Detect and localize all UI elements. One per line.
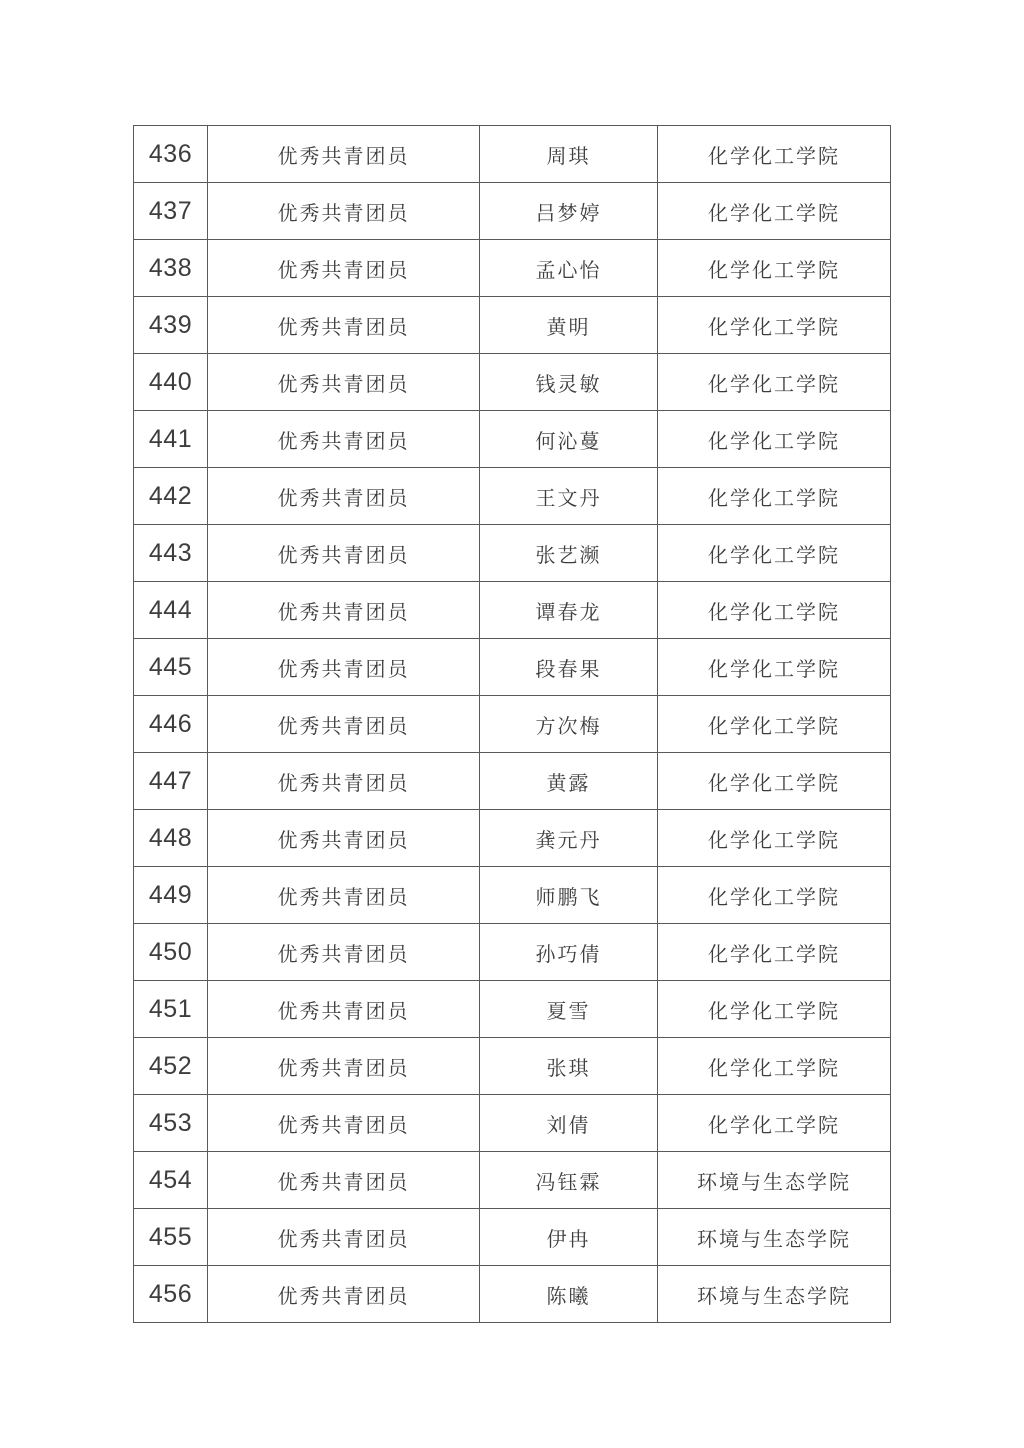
cell-row-number: 449 [134,867,208,924]
cell-award-title: 优秀共青团员 [208,411,480,468]
cell-student-name: 刘倩 [480,1095,658,1152]
cell-student-name: 龚元丹 [480,810,658,867]
cell-student-name: 伊冉 [480,1209,658,1266]
cell-student-name: 孟心怡 [480,240,658,297]
table-row [134,582,891,639]
table-row [134,126,891,183]
cell-student-name: 张艺濒 [480,525,658,582]
cell-student-name: 方次梅 [480,696,658,753]
cell-award-title: 优秀共青团员 [208,753,480,810]
table-row [134,354,891,411]
cell-student-name: 黄明 [480,297,658,354]
cell-college-name: 化学化工学院 [658,354,891,411]
cell-student-name: 夏雪 [480,981,658,1038]
cell-award-title: 优秀共青团员 [208,126,480,183]
cell-award-title: 优秀共青团员 [208,639,480,696]
table-row [134,981,891,1038]
cell-student-name: 周琪 [480,126,658,183]
cell-college-name: 化学化工学院 [658,981,891,1038]
cell-college-name: 化学化工学院 [658,753,891,810]
table-row [134,639,891,696]
table-row [134,411,891,468]
cell-row-number: 455 [134,1209,208,1266]
cell-college-name: 化学化工学院 [658,240,891,297]
cell-award-title: 优秀共青团员 [208,1095,480,1152]
cell-college-name: 化学化工学院 [658,468,891,525]
cell-student-name: 陈曦 [480,1266,658,1323]
cell-row-number: 452 [134,1038,208,1095]
cell-student-name: 黄露 [480,753,658,810]
cell-student-name: 冯钰霖 [480,1152,658,1209]
cell-award-title: 优秀共青团员 [208,696,480,753]
cell-row-number: 453 [134,1095,208,1152]
cell-row-number: 440 [134,354,208,411]
cell-college-name: 化学化工学院 [658,411,891,468]
cell-college-name: 环境与生态学院 [658,1209,891,1266]
table-row [134,183,891,240]
cell-award-title: 优秀共青团员 [208,525,480,582]
cell-college-name: 化学化工学院 [658,867,891,924]
cell-student-name: 吕梦婷 [480,183,658,240]
cell-award-title: 优秀共青团员 [208,1038,480,1095]
cell-award-title: 优秀共青团员 [208,183,480,240]
cell-row-number: 451 [134,981,208,1038]
cell-college-name: 化学化工学院 [658,639,891,696]
table-row [134,810,891,867]
table-row [134,1095,891,1152]
awards-table-body [134,126,891,1323]
table-row [134,240,891,297]
cell-award-title: 优秀共青团员 [208,1209,480,1266]
cell-row-number: 439 [134,297,208,354]
cell-college-name: 化学化工学院 [658,696,891,753]
table-row [134,1152,891,1209]
cell-award-title: 优秀共青团员 [208,1266,480,1323]
cell-student-name: 段春果 [480,639,658,696]
cell-row-number: 436 [134,126,208,183]
table-row [134,924,891,981]
table-row [134,753,891,810]
cell-college-name: 化学化工学院 [658,183,891,240]
cell-student-name: 王文丹 [480,468,658,525]
cell-college-name: 化学化工学院 [658,1095,891,1152]
cell-college-name: 化学化工学院 [658,810,891,867]
cell-award-title: 优秀共青团员 [208,468,480,525]
cell-college-name: 化学化工学院 [658,297,891,354]
cell-row-number: 437 [134,183,208,240]
cell-college-name: 环境与生态学院 [658,1152,891,1209]
cell-award-title: 优秀共青团员 [208,582,480,639]
cell-row-number: 448 [134,810,208,867]
cell-award-title: 优秀共青团员 [208,1152,480,1209]
cell-row-number: 456 [134,1266,208,1323]
cell-college-name: 化学化工学院 [658,126,891,183]
cell-row-number: 447 [134,753,208,810]
cell-row-number: 441 [134,411,208,468]
cell-award-title: 优秀共青团员 [208,297,480,354]
cell-award-title: 优秀共青团员 [208,924,480,981]
cell-row-number: 442 [134,468,208,525]
table-row [134,1038,891,1095]
cell-row-number: 450 [134,924,208,981]
awards-table [133,125,891,1323]
cell-row-number: 445 [134,639,208,696]
table-row [134,297,891,354]
cell-row-number: 443 [134,525,208,582]
table-row [134,525,891,582]
cell-row-number: 438 [134,240,208,297]
cell-award-title: 优秀共青团员 [208,981,480,1038]
table-row [134,696,891,753]
cell-row-number: 444 [134,582,208,639]
cell-student-name: 师鹏飞 [480,867,658,924]
table-row [134,1266,891,1323]
cell-student-name: 钱灵敏 [480,354,658,411]
cell-student-name: 何沁蔓 [480,411,658,468]
cell-award-title: 优秀共青团员 [208,867,480,924]
cell-college-name: 化学化工学院 [658,582,891,639]
cell-award-title: 优秀共青团员 [208,240,480,297]
table-row [134,468,891,525]
cell-college-name: 环境与生态学院 [658,1266,891,1323]
cell-row-number: 446 [134,696,208,753]
cell-award-title: 优秀共青团员 [208,810,480,867]
cell-college-name: 化学化工学院 [658,1038,891,1095]
table-row [134,867,891,924]
cell-student-name: 谭春龙 [480,582,658,639]
cell-award-title: 优秀共青团员 [208,354,480,411]
cell-college-name: 化学化工学院 [658,525,891,582]
cell-college-name: 化学化工学院 [658,924,891,981]
cell-student-name: 孙巧倩 [480,924,658,981]
table-row [134,1209,891,1266]
cell-row-number: 454 [134,1152,208,1209]
cell-student-name: 张琪 [480,1038,658,1095]
